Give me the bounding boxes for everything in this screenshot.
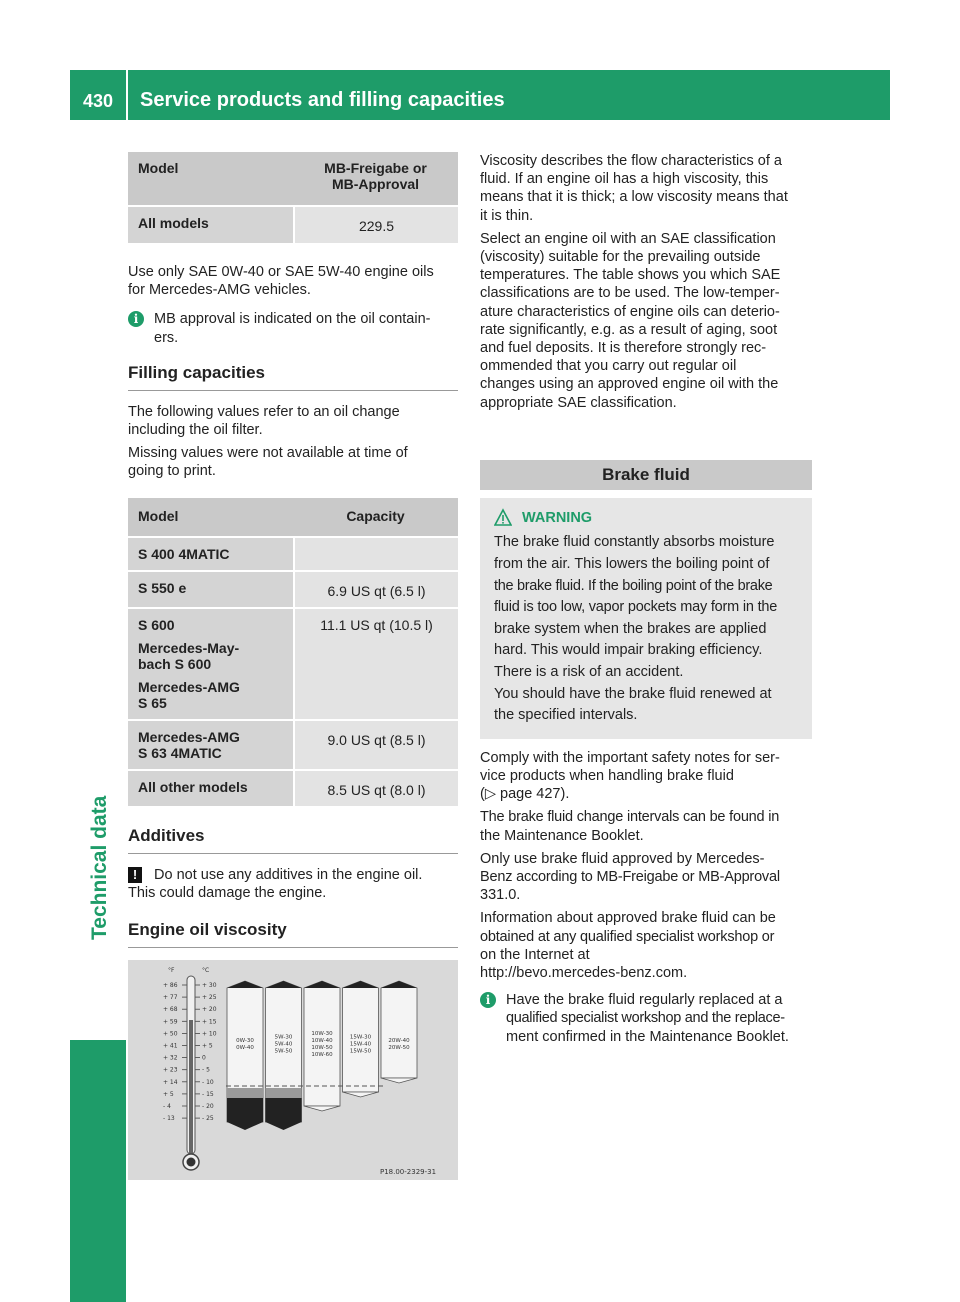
viscosity-grade-label: 10W-40 bbox=[311, 1038, 333, 1045]
scale-f-label: + 59 bbox=[163, 1018, 178, 1026]
viscosity-bar-cap bbox=[304, 981, 340, 988]
unit-c-label: °C bbox=[202, 967, 210, 975]
text-line: and fuel deposits. It is therefore strongly rec- bbox=[480, 340, 767, 357]
text-line: Benz according to MB-Freigabe or MB-Approval bbox=[480, 869, 780, 885]
text-line: ature characteristics of engine oils can deterio- bbox=[480, 303, 780, 320]
viscosity-grade-label: 15W-30 bbox=[349, 1034, 372, 1041]
text-line: the brake fluid. If the boiling point of the brake bbox=[494, 577, 773, 594]
warning-box bbox=[480, 498, 812, 739]
viscosity-bar-tip bbox=[304, 1106, 340, 1111]
text-line: Do not use any additives in the engine oil. bbox=[154, 866, 423, 883]
text-line: including the oil filter. bbox=[128, 422, 263, 439]
comply-text bbox=[480, 749, 812, 804]
text-line: means that it is thick; a low viscosity means that bbox=[480, 189, 788, 206]
scale-f-label: + 23 bbox=[163, 1066, 178, 1074]
text-line: Use only SAE 0W-40 or SAE 5W-40 engine oils bbox=[128, 264, 434, 280]
information-text bbox=[480, 909, 812, 982]
text-line: on the Internet at bbox=[480, 946, 590, 963]
approval-table bbox=[128, 152, 458, 243]
viscosity-bar-cap bbox=[343, 981, 379, 988]
model-line: S 65 bbox=[138, 694, 167, 711]
text-line: Viscosity describes the flow characteristics of a bbox=[480, 153, 782, 169]
model-line: All other models bbox=[138, 778, 248, 795]
viscosity-grade-label: 0W-40 bbox=[236, 1045, 254, 1052]
scale-f-label: + 50 bbox=[163, 1030, 178, 1038]
text-line: (viscosity) suitable for the prevailing outside bbox=[480, 249, 761, 266]
text-line: vice products when handling brake fluid bbox=[480, 767, 734, 784]
text-line: rate significantly, e.g. as a result of aging, soot bbox=[480, 321, 778, 338]
approval-col-line2: MB-Approval bbox=[331, 176, 420, 192]
scale-f-label: + 32 bbox=[163, 1054, 178, 1062]
text-line: from the air. This lowers the boiling point of bbox=[494, 556, 770, 573]
capacity-model-cell bbox=[128, 719, 293, 769]
header-divider bbox=[126, 70, 128, 120]
text-line: Only use brake fluid approved by Mercedes- bbox=[480, 850, 765, 867]
text-line: Information about approved brake fluid can be bbox=[480, 910, 776, 927]
viscosity-bar-dark bbox=[227, 1098, 263, 1130]
text-line: Have the brake fluid regularly replaced at a bbox=[506, 992, 783, 1009]
filling-text-2 bbox=[128, 444, 458, 480]
text-line: brake system when the brakes are applied bbox=[494, 620, 767, 637]
brake-fluid-heading: Brake fluid bbox=[480, 460, 812, 490]
text-line: The brake fluid change intervals can be found in bbox=[480, 809, 780, 826]
text-line: hard. This would impair braking efficiency. bbox=[494, 642, 763, 659]
text-line: ommended that you carry out regular oil bbox=[480, 358, 737, 375]
url-link[interactable]: http://bevo.mercedes-benz.com. bbox=[480, 965, 688, 982]
viscosity-bar-dark bbox=[266, 1098, 302, 1130]
warning-title bbox=[494, 508, 802, 530]
model-line: Mercedes-AMG bbox=[138, 728, 240, 745]
model-line: Mercedes-May- bbox=[138, 639, 240, 656]
viscosity-grade-label: 10W-30 bbox=[311, 1031, 333, 1038]
capacity-col-model: Model bbox=[128, 498, 293, 536]
table-row bbox=[128, 607, 458, 719]
capacity-value-cell: 8.5 US qt (8.0 l) bbox=[293, 769, 458, 806]
text-line: fluid. If an engine oil has a high viscosity, this bbox=[480, 171, 769, 188]
viscosity-bar bbox=[381, 981, 417, 1078]
text-line: temperatures. The table shows you which SAE bbox=[480, 267, 781, 284]
thermometer-bulb-core bbox=[187, 1158, 196, 1167]
viscosity-bar-cap bbox=[266, 981, 302, 988]
exclamation-icon: ! bbox=[128, 867, 142, 883]
viscosity-grade-label: 5W-30 bbox=[274, 1034, 293, 1041]
model-line: S 63 4MATIC bbox=[138, 744, 222, 761]
viscosity-grade-label: 15W-40 bbox=[349, 1041, 372, 1048]
scale-c-label: 0 bbox=[202, 1054, 206, 1062]
text-line: going to print. bbox=[128, 463, 216, 480]
scale-f-label: + 41 bbox=[163, 1042, 178, 1050]
text-line: The following values refer to an oil change bbox=[128, 403, 400, 420]
scale-c-label: - 10 bbox=[202, 1078, 214, 1086]
warning-paragraph-2: There is a risk of an accident. bbox=[494, 664, 684, 680]
capacity-value-cell bbox=[293, 536, 458, 570]
capacity-model-cell bbox=[128, 536, 293, 570]
approval-col-model: Model bbox=[128, 152, 293, 205]
text-line: ers. bbox=[154, 329, 179, 346]
page-title: Service products and filling capacities bbox=[140, 89, 505, 111]
viscosity-bar-cap bbox=[227, 981, 263, 988]
text-line: fluid is too low, vapor pockets may form in the bbox=[494, 599, 778, 616]
approval-col-line1: MB-Freigabe or bbox=[324, 160, 427, 176]
scale-c-label: + 20 bbox=[202, 1006, 217, 1014]
viscosity-bar-mid bbox=[266, 1088, 302, 1098]
viscosity-chart-svg bbox=[128, 960, 458, 1180]
model-line: S 550 e bbox=[138, 579, 187, 596]
text-line: The brake fluid constantly absorbs moisture bbox=[494, 534, 775, 551]
scale-f-label: - 4 bbox=[163, 1103, 171, 1111]
info-brake-replace bbox=[480, 991, 812, 1046]
text-line: obtained at any qualified specialist workshop or bbox=[480, 928, 775, 945]
page-number: 430 bbox=[82, 91, 114, 111]
viscosity-grade-label: 0W-30 bbox=[236, 1038, 254, 1045]
text-line: the specified intervals. bbox=[494, 707, 638, 724]
viscosity-heading: Engine oil viscosity bbox=[128, 920, 458, 948]
text-line: Missing values were not available at time of bbox=[128, 445, 408, 462]
scale-c-label: + 25 bbox=[202, 994, 217, 1002]
table-row bbox=[128, 570, 458, 607]
warning-title-text: WARNING bbox=[522, 509, 593, 526]
additives-note bbox=[128, 866, 458, 902]
model-line: S 400 4MATIC bbox=[138, 545, 230, 562]
sae-selection-text bbox=[480, 230, 812, 412]
viscosity-bar-mid bbox=[227, 1088, 263, 1098]
text-line: qualified specialist workshop and the replace- bbox=[506, 1010, 785, 1027]
text-line: for Mercedes-AMG vehicles. bbox=[128, 282, 311, 299]
table-row bbox=[128, 719, 458, 769]
text-line: MB approval is indicated on the oil contain- bbox=[154, 311, 431, 328]
viscosity-chart bbox=[128, 960, 458, 1180]
warning-paragraph-1 bbox=[494, 532, 802, 662]
approval-value-cell: 229.5 bbox=[293, 205, 458, 243]
viscosity-bar-tip bbox=[343, 1092, 379, 1097]
text-line: ment confirmed in the Maintenance Booklet. bbox=[506, 1028, 789, 1045]
additives-heading: Additives bbox=[128, 826, 458, 854]
table-row bbox=[128, 536, 458, 570]
unit-f-label: °F bbox=[168, 967, 175, 975]
interval-text bbox=[480, 808, 812, 844]
capacity-model-cell bbox=[128, 570, 293, 607]
capacity-col-capacity: Capacity bbox=[293, 498, 458, 536]
warning-triangle-icon bbox=[494, 508, 512, 528]
capacity-value-cell: 9.0 US qt (8.5 l) bbox=[293, 719, 458, 769]
scale-f-label: + 68 bbox=[163, 1006, 178, 1014]
scale-f-label: + 14 bbox=[163, 1078, 178, 1086]
scale-c-label: + 15 bbox=[202, 1018, 217, 1026]
scale-c-label: + 5 bbox=[202, 1042, 213, 1050]
scale-f-label: - 13 bbox=[163, 1115, 175, 1123]
text-line: This could damage the engine. bbox=[128, 884, 327, 901]
thermometer-fill bbox=[189, 1020, 193, 1154]
side-tab-block bbox=[70, 1040, 126, 1302]
text-line: Select an engine oil with an SAE classification bbox=[480, 230, 776, 247]
scale-f-label: + 5 bbox=[163, 1090, 174, 1098]
scale-c-label: + 30 bbox=[202, 982, 217, 990]
viscosity-grade-label: 20W-40 bbox=[388, 1038, 410, 1045]
text-line: the Maintenance Booklet. bbox=[480, 827, 644, 844]
model-line: S 600 bbox=[138, 616, 175, 633]
table-row bbox=[128, 205, 458, 243]
right-column bbox=[480, 152, 812, 1051]
capacity-value-cell: 11.1 US qt (10.5 l) bbox=[293, 607, 458, 719]
side-tab-label: Technical data bbox=[88, 795, 111, 940]
left-column bbox=[128, 152, 458, 1180]
viscosity-bar-tip bbox=[381, 1078, 417, 1083]
viscosity-grade-label: 5W-50 bbox=[274, 1048, 293, 1055]
text-line: Comply with the important safety notes for ser- bbox=[480, 749, 780, 766]
text-line: classifications are to be used. The low-temper- bbox=[480, 285, 780, 302]
model-line: bach S 600 bbox=[138, 655, 212, 672]
warning-paragraph-3 bbox=[494, 684, 802, 727]
viscosity-grade-label: 5W-40 bbox=[274, 1041, 293, 1048]
text-line: 331.0. bbox=[480, 887, 521, 904]
scale-c-label: - 20 bbox=[202, 1103, 214, 1111]
sae-amg-text bbox=[128, 263, 458, 299]
text-line: changes using an approved engine oil with the bbox=[480, 376, 779, 393]
figure-id: P18.00-2329-31 bbox=[380, 1168, 437, 1177]
text-line: You should have the brake fluid renewed at bbox=[494, 685, 772, 702]
approved-fluid-text bbox=[480, 850, 812, 905]
info-mb-approval bbox=[128, 310, 458, 346]
approval-col-approval bbox=[293, 152, 458, 205]
capacity-table bbox=[128, 498, 458, 806]
side-tab bbox=[70, 120, 126, 1040]
info-icon: i bbox=[128, 311, 144, 327]
page-reference-link[interactable]: (▷ page 427). bbox=[480, 786, 570, 803]
filling-text-1 bbox=[128, 403, 458, 439]
approval-model-cell: All models bbox=[128, 205, 293, 243]
scale-c-label: - 5 bbox=[202, 1066, 210, 1074]
scale-f-label: + 86 bbox=[163, 982, 178, 990]
table-row bbox=[128, 769, 458, 806]
scale-f-label: + 77 bbox=[163, 994, 178, 1002]
capacity-value-cell: 6.9 US qt (6.5 l) bbox=[293, 570, 458, 607]
scale-c-label: - 25 bbox=[202, 1115, 214, 1123]
viscosity-description bbox=[480, 152, 812, 225]
viscosity-grade-label: 10W-50 bbox=[311, 1045, 333, 1052]
viscosity-bar-cap bbox=[381, 981, 417, 988]
scale-c-label: - 15 bbox=[202, 1090, 214, 1098]
viscosity-grade-label: 10W-60 bbox=[311, 1052, 333, 1059]
filling-capacities-heading: Filling capacities bbox=[128, 363, 458, 391]
viscosity-grade-label: 20W-50 bbox=[388, 1045, 410, 1052]
text-line: appropriate SAE classification. bbox=[480, 394, 677, 411]
info-icon: i bbox=[480, 992, 496, 1008]
capacity-model-cell bbox=[128, 607, 293, 719]
capacity-model-cell bbox=[128, 769, 293, 806]
scale-c-label: + 10 bbox=[202, 1030, 217, 1038]
model-line: Mercedes-AMG bbox=[138, 678, 240, 695]
viscosity-grade-label: 15W-50 bbox=[349, 1048, 372, 1055]
text-line: it is thin. bbox=[480, 207, 534, 224]
